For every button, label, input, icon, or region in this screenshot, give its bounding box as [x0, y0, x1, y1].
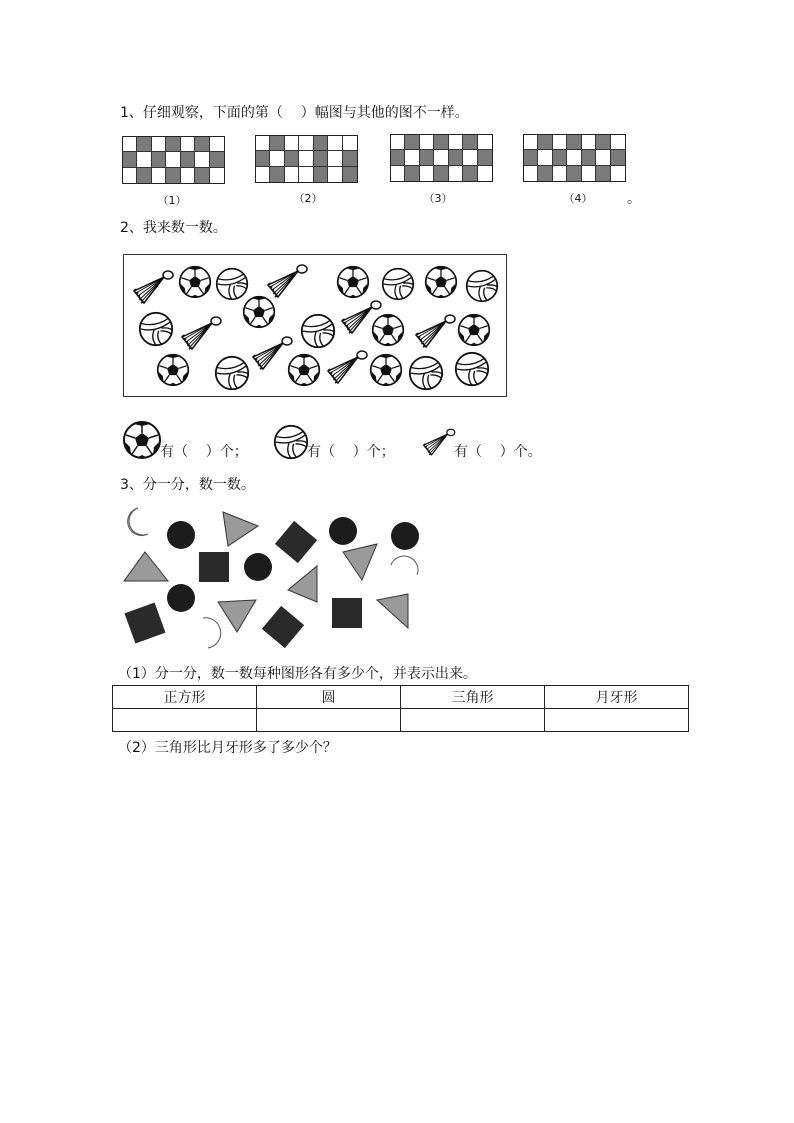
- balls-picture: [123, 254, 507, 397]
- grid-cell: [314, 167, 328, 182]
- grid-cell: [596, 150, 610, 165]
- grid-cell: [420, 150, 434, 165]
- question-2-text: 2、我来数一数。: [120, 220, 227, 236]
- grid-cell: [391, 150, 405, 165]
- grid-cell: [299, 136, 313, 151]
- answer-cell-square[interactable]: [113, 709, 257, 732]
- grid-cell: [611, 166, 625, 181]
- grid-cell: [270, 167, 284, 182]
- triangle-icon: [124, 552, 168, 581]
- balls-drawing: [124, 255, 508, 398]
- grid-cell: [181, 152, 195, 167]
- grid-cell: [449, 135, 463, 150]
- volleyball-icon: [217, 269, 248, 300]
- volleyball-icon: [140, 313, 172, 345]
- grid-cell: [195, 168, 209, 183]
- grid-cell: [123, 152, 137, 167]
- grid-cell: [270, 136, 284, 151]
- triangle-icon: [288, 566, 317, 602]
- shapes-picture: [118, 500, 428, 660]
- question-3-sub1: （1）分一分，数一数每种图形各有多少个，并表示出来。: [118, 666, 477, 682]
- grid-cell: [553, 166, 567, 181]
- grid-cell: [524, 150, 538, 165]
- grid-cell: [478, 135, 492, 150]
- moon-icon: [391, 552, 422, 575]
- grid-cell: [137, 137, 151, 152]
- square-icon: [124, 602, 165, 643]
- grid-cell: [405, 135, 419, 150]
- triangle-icon: [377, 594, 408, 628]
- circle-icon: [391, 522, 419, 550]
- grid-cell: [538, 166, 552, 181]
- square-icon: [275, 521, 317, 563]
- table-header-row: [113, 686, 689, 709]
- grid-cell: [567, 135, 581, 150]
- shuttlecock-icon: [253, 337, 292, 370]
- volleyball-icon: [302, 315, 334, 347]
- table-answer-row: [113, 709, 689, 732]
- circle-icon: [329, 517, 357, 545]
- grid-cell: [195, 152, 209, 167]
- grid-cell: [449, 166, 463, 181]
- soccer-ball-icon: [426, 267, 457, 298]
- grid-cell: [538, 150, 552, 165]
- end-mark: 。: [627, 191, 641, 207]
- volleyball-icon: [383, 269, 414, 300]
- grid-cell: [611, 150, 625, 165]
- pattern-grid-4: [523, 134, 626, 182]
- question-3-text: 3、分一分，数一数。: [120, 477, 255, 493]
- grid-cell: [328, 151, 342, 166]
- grid-cell: [181, 168, 195, 183]
- grid-cell: [391, 166, 405, 181]
- soccer-ball-icon: [158, 355, 189, 386]
- grid-cell: [299, 167, 313, 182]
- grid-cell: [538, 135, 552, 150]
- header-circle: 圆: [257, 686, 401, 709]
- answer-cell-triangle[interactable]: [401, 709, 545, 732]
- moon-icon: [128, 508, 148, 536]
- circle-icon: [167, 521, 195, 549]
- pattern-grid-2: [255, 135, 358, 183]
- soccer-ball-icon: [371, 355, 402, 386]
- soccer-count-blank: 有（ ）个；: [160, 444, 248, 460]
- grid-cell: [449, 150, 463, 165]
- grid-cell: [553, 150, 567, 165]
- soccer-ball-icon: [122, 420, 162, 460]
- circle-icon: [167, 584, 195, 612]
- question-3-sub2: （2）三角形比月牙形多了多少个？: [118, 740, 337, 756]
- grid-cell: [285, 136, 299, 151]
- question-1-text: 1、仔细观察，下面的第（ ）幅图与其他的图不一样。: [120, 105, 469, 121]
- caption-4: （4）: [563, 192, 593, 205]
- grid-cell: [152, 168, 166, 183]
- grid-cell: [478, 150, 492, 165]
- triangle-icon: [218, 600, 256, 632]
- grid-cell: [611, 135, 625, 150]
- soccer-ball-icon: [459, 315, 490, 346]
- square-icon: [332, 598, 362, 628]
- answer-cell-moon[interactable]: [545, 709, 689, 732]
- grid-cell: [553, 135, 567, 150]
- triangle-icon: [223, 512, 258, 546]
- volleyball-count-blank: 有（ ）个；: [307, 444, 395, 460]
- grid-cell: [210, 168, 224, 183]
- caption-3: （3）: [423, 192, 453, 205]
- grid-cell: [256, 136, 270, 151]
- grid-cell: [166, 168, 180, 183]
- volleyball-icon: [273, 424, 309, 460]
- grid-cell: [463, 150, 477, 165]
- header-square: 正方形: [113, 686, 257, 709]
- caption-2: （2）: [293, 192, 323, 205]
- grid-cell: [299, 151, 313, 166]
- grid-cell: [582, 135, 596, 150]
- grid-cell: [123, 168, 137, 183]
- grid-cell: [582, 166, 596, 181]
- grid-cell: [152, 152, 166, 167]
- grid-cell: [343, 151, 357, 166]
- square-icon: [199, 552, 229, 582]
- shuttlecock-icon: [134, 271, 173, 304]
- shuttlecock-icon: [416, 315, 455, 348]
- grid-cell: [463, 166, 477, 181]
- grid-cell: [152, 137, 166, 152]
- grid-cell: [285, 167, 299, 182]
- grid-cell: [181, 137, 195, 152]
- volleyball-icon: [410, 357, 442, 389]
- grid-cell: [478, 166, 492, 181]
- grid-cell: [596, 166, 610, 181]
- volleyball-icon: [216, 357, 248, 389]
- grid-cell: [582, 150, 596, 165]
- shuttlecock-count-blank: 有（ ）个。: [454, 444, 542, 460]
- grid-cell: [166, 137, 180, 152]
- grid-cell: [567, 150, 581, 165]
- grid-cell: [256, 151, 270, 166]
- volleyball-icon: [456, 353, 488, 385]
- grid-cell: [596, 135, 610, 150]
- grid-cell: [343, 167, 357, 182]
- grid-cell: [524, 135, 538, 150]
- grid-cell: [524, 166, 538, 181]
- grid-cell: [328, 167, 342, 182]
- header-moon: 月牙形: [545, 686, 689, 709]
- grid-cell: [434, 150, 448, 165]
- volleyball-icon: [467, 271, 498, 302]
- soccer-ball-icon: [289, 355, 320, 386]
- grid-cell: [210, 152, 224, 167]
- soccer-ball-icon: [338, 267, 369, 298]
- header-triangle: 三角形: [401, 686, 545, 709]
- grid-cell: [391, 135, 405, 150]
- grid-cell: [434, 135, 448, 150]
- grid-cell: [328, 136, 342, 151]
- answer-cell-circle[interactable]: [257, 709, 401, 732]
- shape-count-table: [112, 685, 689, 732]
- grid-cell: [285, 151, 299, 166]
- grid-cell: [256, 167, 270, 182]
- grid-cell: [420, 166, 434, 181]
- caption-1: （1）: [157, 194, 187, 207]
- grid-cell: [343, 136, 357, 151]
- grid-cell: [137, 152, 151, 167]
- grid-cell: [463, 135, 477, 150]
- grid-cell: [434, 166, 448, 181]
- grid-cell: [123, 137, 137, 152]
- shuttlecock-icon: [328, 351, 367, 384]
- grid-cell: [195, 137, 209, 152]
- pattern-grid-1: [122, 136, 225, 184]
- grid-cell: [405, 166, 419, 181]
- square-icon: [262, 606, 304, 648]
- circle-icon: [244, 553, 272, 581]
- shuttlecock-icon: [182, 317, 221, 350]
- triangle-icon: [343, 544, 377, 580]
- soccer-ball-icon: [244, 297, 275, 328]
- grid-cell: [270, 151, 284, 166]
- grid-cell: [137, 168, 151, 183]
- grid-cell: [405, 150, 419, 165]
- pattern-grid-3: [390, 134, 493, 182]
- soccer-ball-icon: [180, 267, 211, 298]
- shuttlecock-icon: [420, 426, 456, 458]
- grid-cell: [567, 166, 581, 181]
- soccer-ball-icon: [373, 315, 404, 346]
- grid-cell: [314, 151, 328, 166]
- grid-cell: [210, 137, 224, 152]
- grid-cell: [314, 136, 328, 151]
- grid-cell: [420, 135, 434, 150]
- moon-icon: [203, 618, 221, 648]
- grid-cell: [166, 152, 180, 167]
- shuttlecock-icon: [268, 265, 307, 298]
